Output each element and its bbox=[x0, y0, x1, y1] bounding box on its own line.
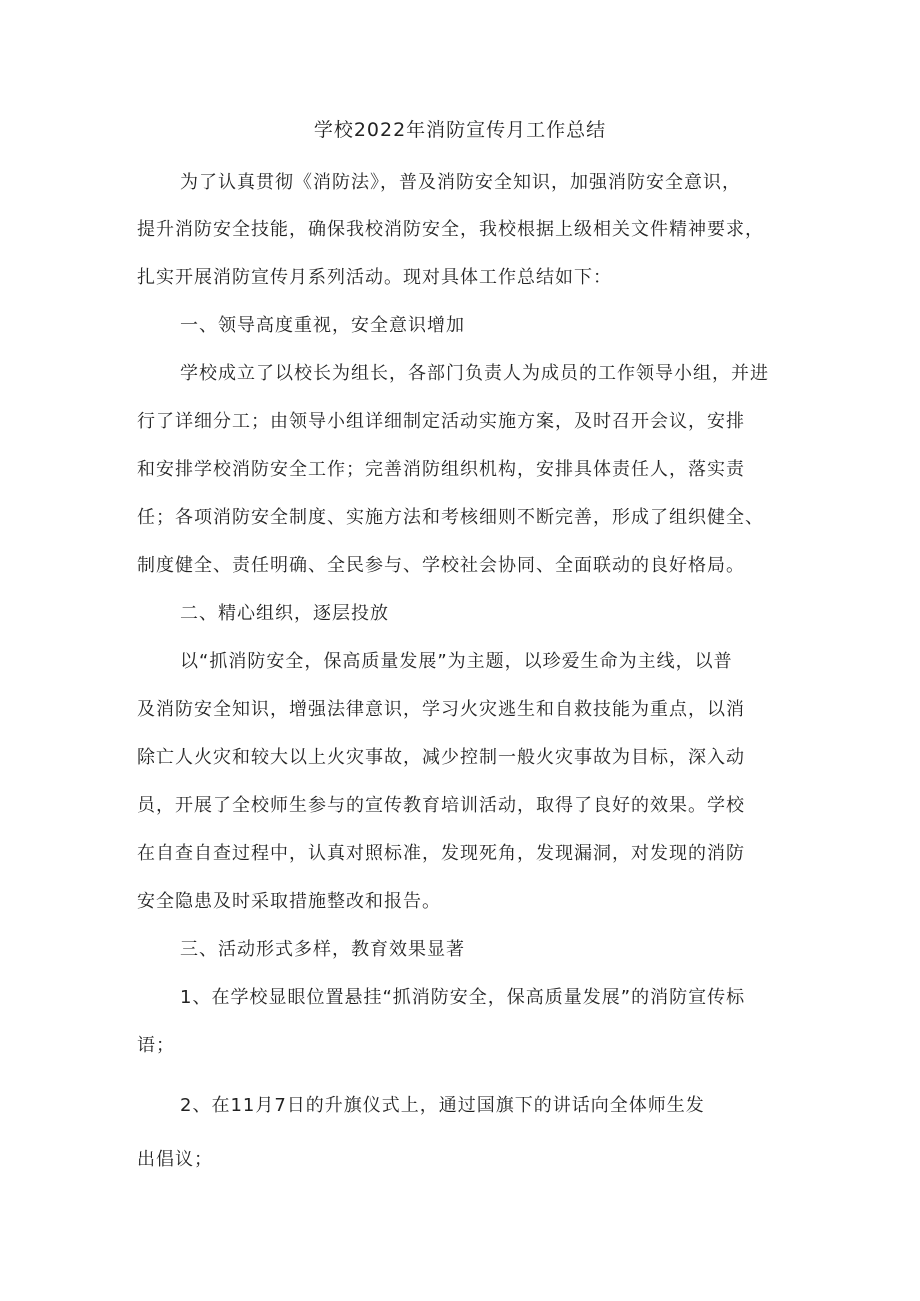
paragraph-line: 扎实开展消防宣传月系列活动。现对具体工作总结如下： bbox=[137, 267, 612, 288]
paragraph-line: 提升消防安全技能，确保我校消防安全，我校根据上级相关文件精神要求， bbox=[137, 219, 764, 240]
paragraph-line: 任；各项消防安全制度、实施方法和考核细则不断完善，形成了组织健全、 bbox=[137, 507, 764, 528]
list-item-line: 1、在学校显眼位置悬挂“抓消防安全，保高质量发展”的消防宣传标 bbox=[180, 987, 746, 1008]
section-heading: 二、精心组织，逐层投放 bbox=[180, 603, 389, 624]
paragraph-line: 安全隐患及时采取措施整改和报告。 bbox=[137, 891, 441, 912]
paragraph-line: 学校成立了以校长为组长，各部门负责人为成员的工作领导小组，并进 bbox=[180, 363, 769, 384]
paragraph-line: 制度健全、责任明确、全民参与、学校社会协同、全面联动的良好格局。 bbox=[137, 555, 745, 576]
document-title: 学校2022年消防宣传月工作总结 bbox=[313, 119, 607, 141]
paragraph-line: 和安排学校消防安全工作；完善消防组织机构，安排具体责任人，落实责 bbox=[137, 459, 745, 480]
paragraph-line: 在自查自查过程中，认真对照标准，发现死角，发现漏洞，对发现的消防 bbox=[137, 843, 745, 864]
list-item-line: 出倡议； bbox=[137, 1149, 213, 1170]
list-item-line: 2、在11月7日的升旗仪式上，通过国旗下的讲话向全体师生发 bbox=[180, 1095, 705, 1116]
paragraph-line: 为了认真贯彻《消防法》，普及消防安全知识，加强消防安全意识， bbox=[180, 172, 741, 193]
paragraph-line: 以“抓消防安全，保高质量发展”为主题，以珍爱生命为主线，以普 bbox=[180, 651, 733, 672]
paragraph-line: 除亡人火灾和较大以上火灾事故，减少控制一般火灾事故为目标，深入动 bbox=[137, 747, 745, 768]
section-heading: 一、领导高度重视，安全意识增加 bbox=[180, 315, 465, 336]
list-item-line: 语； bbox=[137, 1035, 175, 1056]
section-heading: 三、活动形式多样，教育效果显著 bbox=[180, 939, 465, 960]
paragraph-line: 员，开展了全校师生参与的宣传教育培训活动，取得了良好的效果。学校 bbox=[137, 795, 745, 816]
paragraph-line: 及消防安全知识，增强法律意识，学习火灾逃生和自救技能为重点，以消 bbox=[137, 699, 745, 720]
paragraph-line: 行了详细分工；由领导小组详细制定活动实施方案，及时召开会议，安排 bbox=[137, 411, 745, 432]
